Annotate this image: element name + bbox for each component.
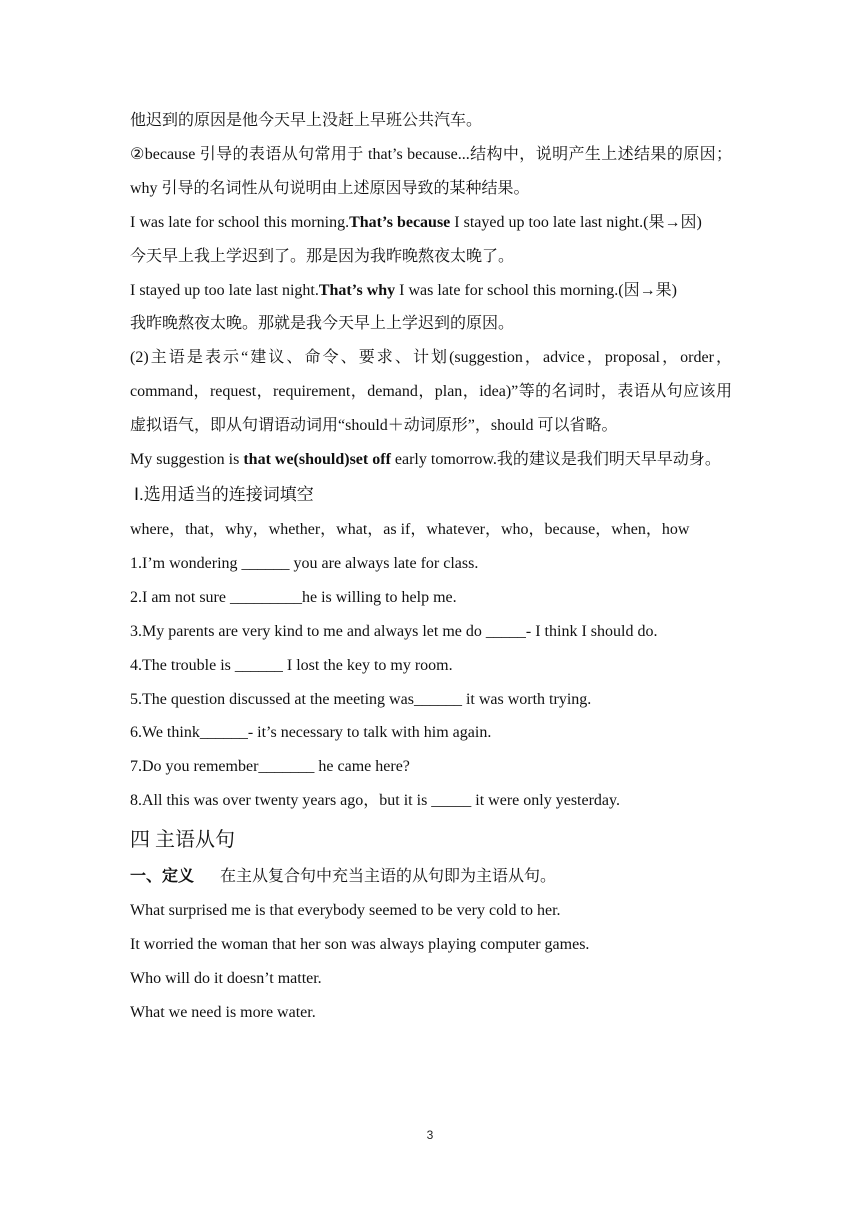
text-line: Who will do it doesn’t matter. <box>130 969 322 987</box>
definition-label: 一、定义 <box>130 868 195 886</box>
text-line: 今天早上我上学迟到了。那是因为我昨晚熬夜太晚了。 <box>130 247 515 265</box>
text-line: 8.All this was over twenty years ago，but it is _____ it were only yesterday. <box>130 792 620 810</box>
text-line <box>130 443 732 477</box>
bold-phrase: That’s why <box>318 281 396 299</box>
text-line: It worried the woman that her son was always playing computer games. <box>130 935 590 953</box>
text-line: (2)主语是表示“建议、命令、要求、计划(suggestion，advice，proposal，order，command，request，requirement，demand，plan，idea)”等的名词时，表语从句应该用虚拟语气，即从句谓语动词用“should＋动词原形”，should 可以省略。 <box>130 349 732 435</box>
definition-text: 在主从复合句中充当主语的从句即为主语从句。 <box>220 868 557 886</box>
text-line: ②because 引导的表语从句常用于 that’s because...结构中，说明产生上述结果的原因；why 引导的名词性从句说明由上述原因导致的某种结果。 <box>130 145 732 197</box>
text-run: early tomorrow.我的建议是我们明天早早动身。 <box>390 451 721 469</box>
text-run: I stayed up too late last night.(果→因) <box>450 213 702 231</box>
text-line: 7.Do you remember_______ he came here? <box>130 758 410 776</box>
text-line: What surprised me is that everybody seemed to be very cold to her. <box>130 902 561 920</box>
text-run: I was late for school this morning.(因→果) <box>395 281 677 299</box>
text-line: where，that，why，whether，what，as if，whatever，who，because，when，how <box>130 520 690 538</box>
text-line <box>130 274 732 308</box>
section-title: Ⅰ.选用适当的连接词填空 <box>134 484 314 504</box>
text-line: 1.I’m wondering ______ you are always late for class. <box>130 554 479 572</box>
text-line: 我昨晚熬夜太晚。那就是我今天早上上学迟到的原因。 <box>130 315 515 333</box>
text-run: I stayed up too late last night. <box>130 281 319 299</box>
page-number: 3 <box>426 1128 434 1142</box>
text-run: My suggestion is <box>130 451 244 469</box>
text-line: 3.My parents are very kind to me and always let me do _____- I think I should do. <box>130 622 658 640</box>
text-line: What we need is more water. <box>130 1003 316 1021</box>
text-line <box>130 206 732 240</box>
text-line: 2.I am not sure _________he is willing to help me. <box>130 588 457 606</box>
text-line: 他迟到的原因是他今天早上没赶上早班公共汽车。 <box>130 112 483 129</box>
bold-phrase: That’s because <box>349 213 451 231</box>
text-line: 5.The question discussed at the meeting was______ it was worth trying. <box>130 690 592 708</box>
bold-phrase: that we(should)set off <box>243 451 391 469</box>
text-run: I was late for school this morning. <box>130 213 350 231</box>
chapter-heading: 四 主语从句 <box>130 829 235 852</box>
document-body <box>130 104 732 1030</box>
text-line: 4.The trouble is ______ I lost the key to my room. <box>130 656 453 674</box>
definition-line <box>130 860 732 894</box>
text-line: 6.We think______- it’s necessary to talk with him again. <box>130 724 492 742</box>
